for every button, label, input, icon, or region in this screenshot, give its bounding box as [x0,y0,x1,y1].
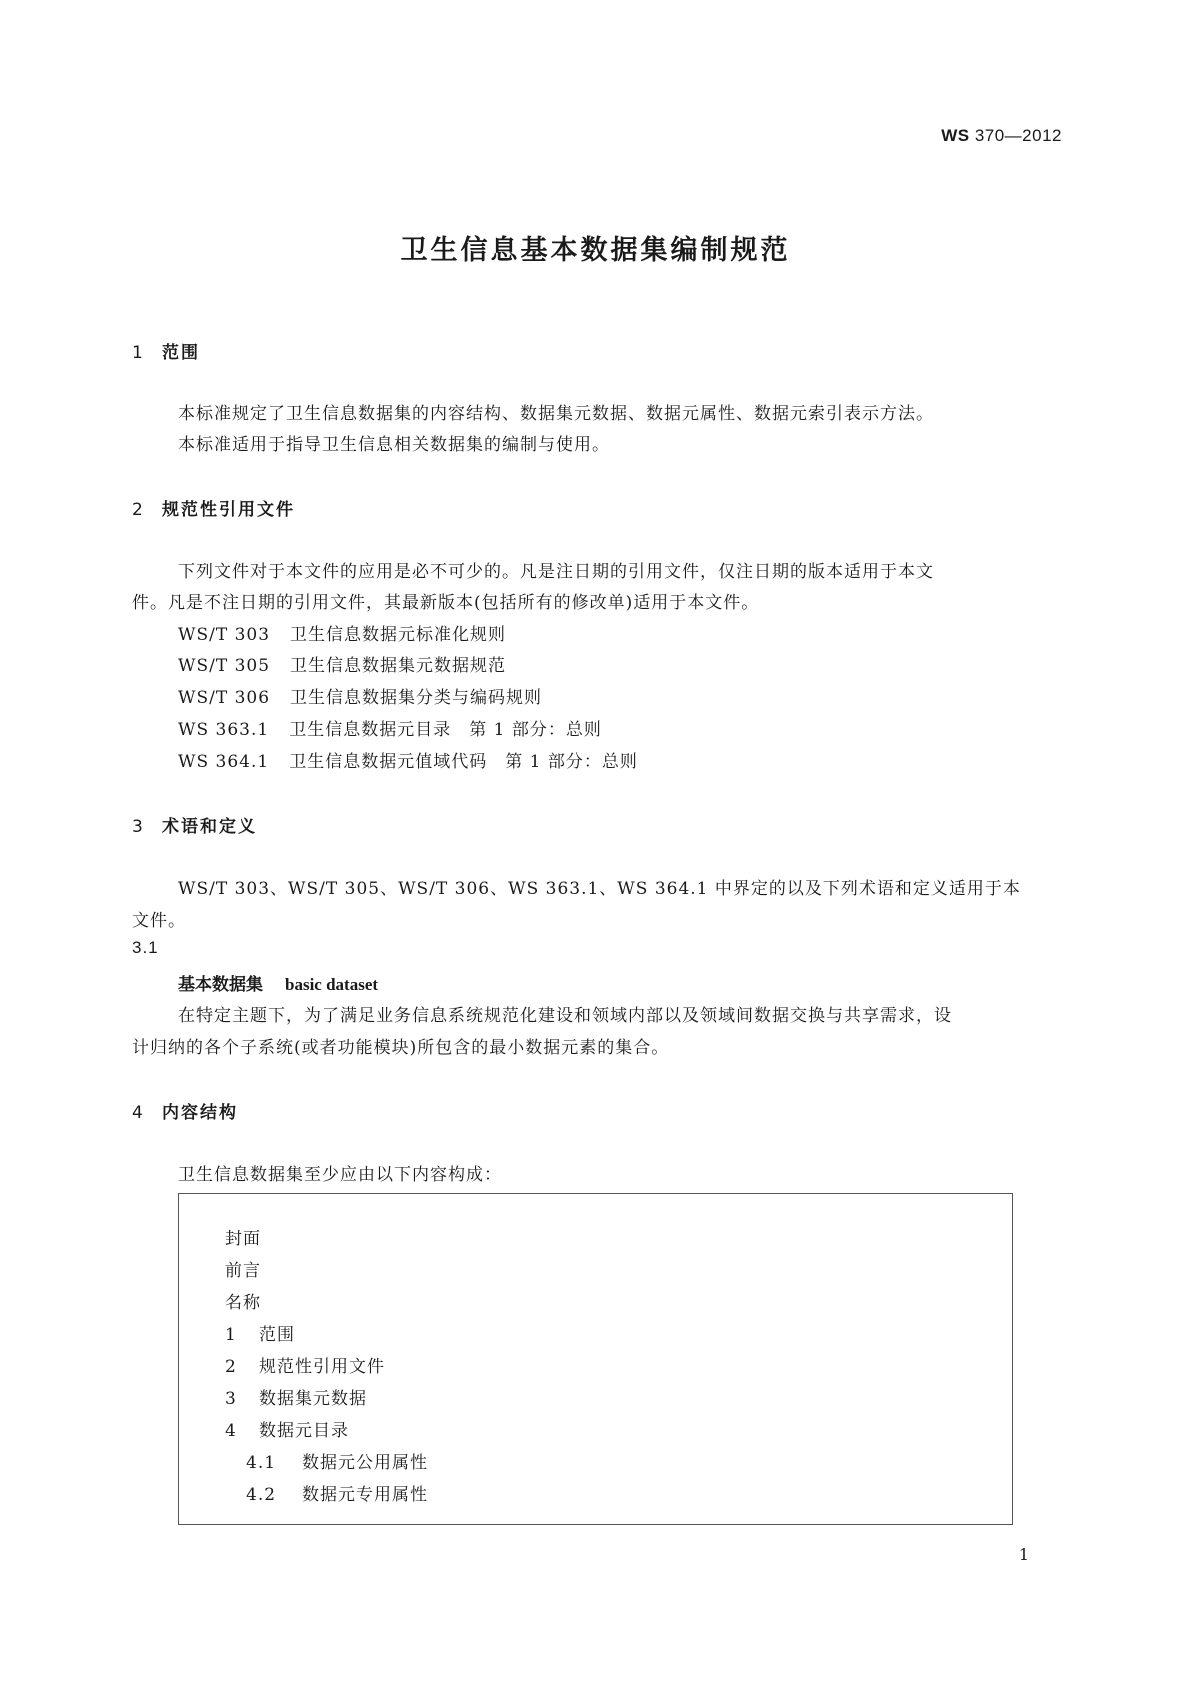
reference-item [178,620,506,645]
term-definition-line-1: 在特定主题下，为了满足业务信息系统规范化建设和领域内部以及领域间数据交换与共享需求，设 [178,1006,952,1026]
structure-label: 数据元公用属性 [302,1453,428,1473]
page-number: 1 [1018,1545,1029,1564]
structure-number: 4.1 [246,1453,277,1473]
structure-item [225,1224,261,1249]
term-chinese: 基本数据集 [178,975,263,995]
section-title: 术语和定义 [162,817,257,837]
section-title: 内容结构 [162,1103,238,1123]
structure-number: 4 [225,1421,237,1441]
scope-paragraph-2: 本标准适用于指导卫生信息相关数据集的编制与使用。 [178,435,610,455]
reference-item [178,683,542,708]
section-number: 1 [132,343,145,363]
structure-item [225,1384,367,1409]
structure-item [246,1480,428,1505]
term-definition-line-2: 计归纳的各个子系统(或者功能模块)所包含的最小数据元素的集合。 [132,1038,670,1058]
structure-item [225,1416,349,1441]
reference-item [178,715,602,740]
structure-number: 2 [225,1357,237,1377]
term-heading [178,970,378,995]
normative-intro-line-1: 下列文件对于本文件的应用是必不可少的。凡是注日期的引用文件，仅注日期的版本适用于本文 [178,562,934,582]
structure-label: 数据集元数据 [259,1389,367,1409]
section-4-heading [132,1098,238,1123]
reference-code: WS/T 305 [178,656,271,676]
section-number: 3 [132,817,145,837]
section-2-heading [132,495,295,520]
reference-code: WS 364.1 [178,752,270,772]
reference-code: WS 363.1 [178,720,270,740]
structure-item [246,1448,428,1473]
document-code-prefix: WS [941,126,970,145]
document-code [941,126,1062,146]
structure-item [225,1320,295,1345]
section-title: 规范性引用文件 [162,500,295,520]
terms-intro-line-1: WS/T 303、WS/T 305、WS/T 306、WS 363.1、WS 364.1 中界定的以及下列术语和定义适用于本 [178,879,1021,899]
term-english: basic dataset [285,975,379,994]
reference-item [178,747,638,772]
page-title: 卫生信息基本数据集编制规范 [400,235,791,266]
content-structure-box [178,1193,1013,1525]
reference-code: WS/T 306 [178,688,271,708]
clause-number: 3.1 [132,938,159,957]
structure-label: 数据元专用属性 [302,1485,428,1505]
section-3-heading [132,812,257,837]
structure-label: 范围 [259,1325,295,1345]
reference-title: 卫生信息数据元值域代码 第 1 部分：总则 [289,752,638,772]
structure-label: 前言 [225,1261,261,1281]
structure-number: 1 [225,1325,237,1345]
normative-intro-line-2: 件。凡是不注日期的引用文件，其最新版本(包括所有的修改单)适用于本文件。 [132,593,760,613]
document-code-number: 370—2012 [969,126,1062,145]
reference-code: WS/T 303 [178,625,271,645]
reference-title: 卫生信息数据元目录 第 1 部分：总则 [289,720,602,740]
structure-item [225,1288,261,1313]
terms-intro-line-2: 文件。 [132,911,186,931]
section-number: 2 [132,500,145,520]
structure-label: 封面 [225,1229,261,1249]
structure-item [225,1352,385,1377]
scope-paragraph-1: 本标准规定了卫生信息数据集的内容结构、数据集元数据、数据元属性、数据元索引表示方法。 [178,404,934,424]
structure-item [225,1256,261,1281]
structure-number: 4.2 [246,1485,277,1505]
reference-title: 卫生信息数据元标准化规则 [290,625,507,645]
structure-label: 名称 [225,1293,261,1313]
content-intro: 卫生信息数据集至少应由以下内容构成： [178,1165,502,1185]
structure-label: 规范性引用文件 [259,1357,385,1377]
reference-title: 卫生信息数据集元数据规范 [290,656,507,676]
structure-label: 数据元目录 [259,1421,349,1441]
section-number: 4 [132,1103,145,1123]
structure-number: 3 [225,1389,237,1409]
reference-item [178,651,506,676]
section-title: 范围 [162,343,200,363]
reference-title: 卫生信息数据集分类与编码规则 [290,688,543,708]
section-1-heading [132,338,200,363]
